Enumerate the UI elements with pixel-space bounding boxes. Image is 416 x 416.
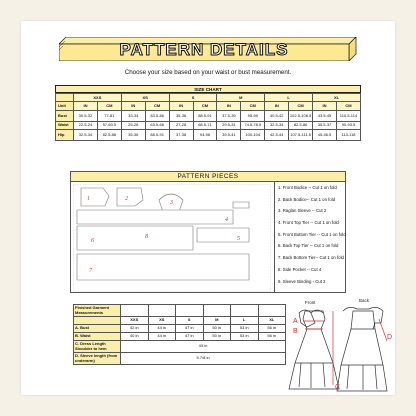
piece-front-top-tier xyxy=(77,210,233,224)
divider xyxy=(274,182,275,293)
back-label: Back xyxy=(359,298,370,303)
page-title: PATTERN DETAILS xyxy=(119,40,289,59)
unit-cm: CM xyxy=(97,102,121,110)
unit-cm: CM xyxy=(336,102,360,110)
pattern-details-page xyxy=(21,21,395,395)
marker-7: 7 xyxy=(89,268,92,274)
title-banner xyxy=(59,37,357,61)
marker-5: 5 xyxy=(237,236,240,242)
row-label: C. Dress Length Shoulder to hem xyxy=(74,341,121,353)
cell: 47 in xyxy=(176,325,204,333)
cell: 94-96 xyxy=(193,130,217,141)
piece-sleeve-binding xyxy=(233,202,249,208)
cell: 30.5-32 xyxy=(74,110,98,121)
dress-illustration xyxy=(283,293,393,393)
finished-header: Finished Garment Measurements xyxy=(74,305,121,317)
cell: 74.5-78.5 xyxy=(241,121,265,129)
list-item: 2. Back Bodice-- Cut 1 on fold xyxy=(278,196,336,202)
cell: 39.5-41 xyxy=(217,130,241,141)
cell: 110.5-114 xyxy=(336,110,360,121)
cell: 43 in xyxy=(121,341,286,353)
unit-row xyxy=(56,102,361,110)
unit-in: IN xyxy=(121,102,145,110)
size-header: S xyxy=(176,317,204,325)
pattern-layout-diagram xyxy=(73,184,271,292)
size-header-row xyxy=(56,94,361,102)
cell: 50 in xyxy=(203,333,231,341)
cell: 43.5-45 xyxy=(313,110,337,121)
finished-length-row xyxy=(74,341,286,353)
size-chart-title: SIZE CHART xyxy=(55,85,361,93)
cell: 42.5-44 xyxy=(265,130,289,141)
finished-sleeve-row xyxy=(74,353,286,365)
cell: 90-93.5 xyxy=(336,121,360,129)
size-header: S xyxy=(169,94,217,102)
size-header: XXS xyxy=(74,94,122,102)
row-label: Hip xyxy=(56,130,74,141)
finished-bust-row xyxy=(74,325,286,333)
cell: 100-104 xyxy=(241,130,265,141)
size-header: M xyxy=(217,94,265,102)
pattern-pieces-title: PATTERN PIECES xyxy=(71,172,345,182)
cell: 27-28 xyxy=(169,121,193,129)
cell: 35.5-37 xyxy=(313,121,337,129)
marker-4: 4 xyxy=(225,217,228,223)
cell: 95-99 xyxy=(241,110,265,121)
marker-2: 2 xyxy=(125,196,128,202)
cell: 44 in xyxy=(148,325,176,333)
size-header: XS xyxy=(121,94,169,102)
cell: 44 in xyxy=(148,333,176,341)
unit-in: IN xyxy=(74,102,98,110)
cell: 88.5-91 xyxy=(145,130,169,141)
cell: 68.5-71 xyxy=(193,121,217,129)
piece-front-bottom-tier xyxy=(77,226,193,250)
cell: 42 in xyxy=(121,325,149,333)
size-chart-table xyxy=(55,93,361,141)
cell: 50 in xyxy=(203,325,231,333)
finished-measurements-table xyxy=(73,304,286,365)
cell: 82.5-86 xyxy=(97,130,121,141)
marker-8: 8 xyxy=(145,234,148,240)
list-item: 9. Sleeve Binding - Cut 2 xyxy=(278,278,326,284)
cell: 56 in xyxy=(258,325,286,333)
cell: 33-34 xyxy=(121,110,145,121)
cell: 63.5-66 xyxy=(145,121,169,129)
cell: 45-46.5 xyxy=(313,130,337,141)
cell: 53 in xyxy=(231,325,259,333)
list-item: 6. Back Top Tier -- Cut 1 on fold xyxy=(278,243,339,249)
row-label: Waist xyxy=(56,121,74,129)
cell: 25-26 xyxy=(121,121,145,129)
list-item: 5. Front Bottom Tier -- Cut 1 on fold xyxy=(278,231,346,237)
unit-in: IN xyxy=(265,102,289,110)
label-d: D xyxy=(387,334,393,341)
unit-in: IN xyxy=(313,102,337,110)
size-header: L xyxy=(265,94,313,102)
cell: 37-38 xyxy=(169,130,193,141)
piece-back-top-tier xyxy=(197,228,249,242)
piece-back-bottom-tier xyxy=(77,254,249,280)
pattern-pieces-list xyxy=(278,186,346,291)
finished-waist-row xyxy=(74,333,286,341)
cell: 29.5-31 xyxy=(217,121,241,129)
row-label: B. Waist xyxy=(74,333,121,341)
cell: 32.5-34 xyxy=(265,121,289,129)
cell: 83.5-86 xyxy=(145,110,169,121)
unit-cm: CM xyxy=(289,102,313,110)
cell: 35-36 xyxy=(169,110,193,121)
cell: 107.5-111.5 xyxy=(289,130,313,141)
pattern-pieces-panel xyxy=(70,171,346,293)
size-header: L xyxy=(231,317,259,325)
marker-1: 1 xyxy=(87,196,90,202)
cell: 40.5-42 xyxy=(265,110,289,121)
row-label: A. Bust xyxy=(74,325,121,333)
finished-size-row xyxy=(74,317,286,325)
list-item: 3. Raglan Sleeve -- Cut 2 xyxy=(278,208,327,214)
cell: 113-118 xyxy=(336,130,360,141)
cell: 53 in xyxy=(231,333,259,341)
cell: 32.5-34 xyxy=(74,130,98,141)
size-header: XL xyxy=(313,94,361,102)
unit-in: IN xyxy=(217,102,241,110)
cell: 5.7/8 in xyxy=(121,353,286,365)
bust-row xyxy=(56,110,361,121)
finished-header-row xyxy=(74,305,286,317)
piece-front-bodice xyxy=(81,188,109,206)
row-label: Bust xyxy=(56,110,74,121)
list-item: 4. Front Top Tier -- Cut 1 on fold xyxy=(278,220,339,226)
cell: 57-60.5 xyxy=(97,121,121,129)
size-header: XXS xyxy=(121,317,149,325)
unit-in: IN xyxy=(169,102,193,110)
label-b: B xyxy=(293,328,298,335)
cell: 47 in xyxy=(176,333,204,341)
hip-row xyxy=(56,130,361,141)
waist-row xyxy=(56,121,361,129)
cell: 37.5-39 xyxy=(217,110,241,121)
list-item: 7. Back Bottom Tier-- Cut 1 on fold xyxy=(278,255,344,261)
size-header: XL xyxy=(258,317,286,325)
list-item: 1. Front Bodice -- Cut 1 on fold xyxy=(278,185,337,190)
marker-6: 6 xyxy=(91,238,94,244)
cell: 77-81 xyxy=(97,110,121,121)
label-a: A xyxy=(293,318,298,325)
cell: 22.5-24 xyxy=(74,121,98,129)
cell: 102.5-106.5 xyxy=(289,110,313,121)
unit-cm: CM xyxy=(241,102,265,110)
unit-cm: CM xyxy=(193,102,217,110)
list-item: 8. Side Pocket -- Cut 4 xyxy=(278,266,322,272)
unit-cm: CM xyxy=(145,102,169,110)
size-instruction: Choose your size based on your waist or bust measurement. xyxy=(124,69,292,76)
cell: 82.5-86 xyxy=(289,121,313,129)
marker-3: 3 xyxy=(170,200,173,206)
cell: 56 in xyxy=(258,333,286,341)
unit-label: Unit xyxy=(56,102,74,110)
size-header: XS xyxy=(148,317,176,325)
size-header: M xyxy=(203,317,231,325)
cell: 88.5-91 xyxy=(193,110,217,121)
row-label: D. Sleeve length (from underarm) xyxy=(74,353,121,365)
cell: 35-36 xyxy=(121,130,145,141)
front-label: Front xyxy=(305,300,316,305)
label-c: C xyxy=(335,384,341,391)
cell: 40 in xyxy=(121,333,149,341)
